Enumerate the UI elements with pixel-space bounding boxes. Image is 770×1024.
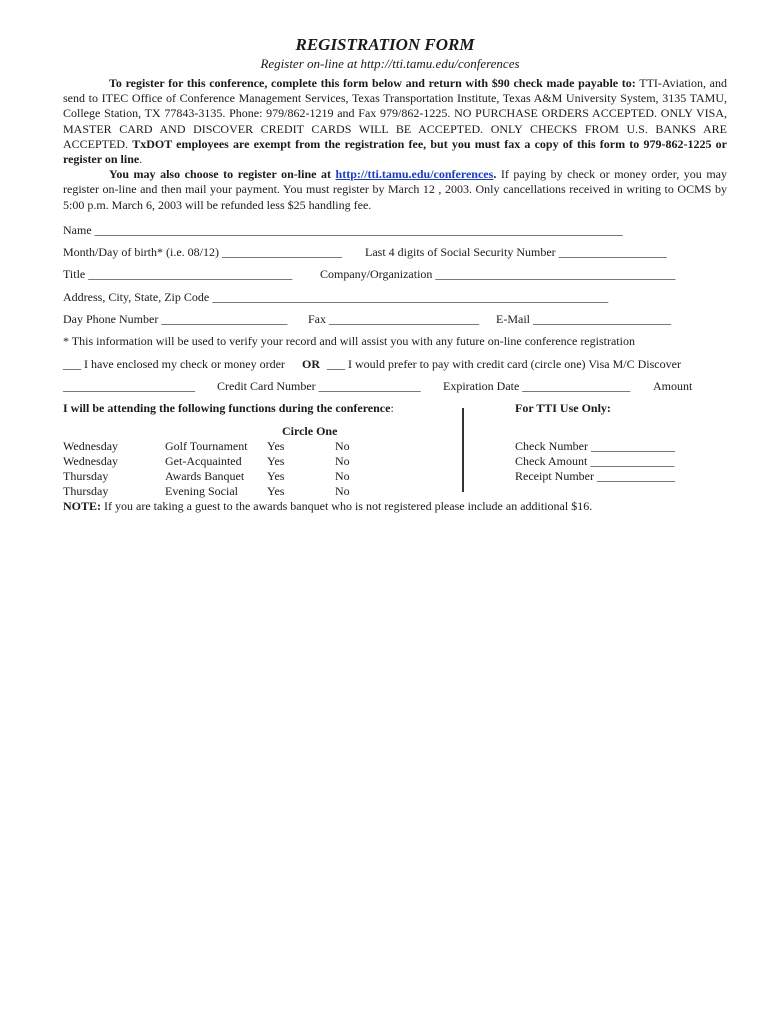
intro-paragraph-1: [63, 76, 727, 167]
receipt-number-field[interactable]: Receipt Number _____________: [515, 469, 675, 483]
form-subtitle: Register on-line at http://tti.tamu.edu/conferences: [260, 56, 520, 71]
note-text: If you are taking a guest to the awards banquet who is not registered please include an additional $16.: [101, 499, 593, 513]
functions-heading-colon: :: [390, 401, 394, 415]
online-register-text: You may also choose to register on-line at: [109, 167, 336, 182]
function-row-day: Wednesday: [63, 454, 119, 468]
intro-instruction: To register for this conference, complete this form below and return with $90 check made payable to:: [109, 76, 636, 90]
section-divider: [462, 408, 464, 492]
functions-heading-text: I will be attending the following functions during the conference: [63, 401, 391, 415]
credit-card-option[interactable]: ___ I would prefer to pay with credit card (circle one) Visa M/C Discover: [327, 357, 681, 371]
privacy-note: * This information will be used to verify your record and will assist you with any future on-line conference registration: [63, 334, 635, 348]
conferences-link[interactable]: http://tti.tamu.edu/conferences: [335, 167, 494, 182]
function-row-yes[interactable]: Yes: [267, 469, 285, 483]
function-row-yes[interactable]: Yes: [267, 439, 285, 453]
function-row-event: Golf Tournament: [165, 439, 248, 453]
card-number-field[interactable]: Credit Card Number _________________: [217, 379, 421, 393]
intro-txdot-note: TxDOT employees are exempt from the registration fee, but you must fax a copy of this form to 979-862-1225 or register on line: [63, 136, 727, 167]
functions-heading: [63, 401, 394, 416]
birth-date-field[interactable]: Month/Day of birth* (i.e. 08/12) ____________________: [63, 245, 342, 259]
company-field[interactable]: Company/Organization ________________________________________: [320, 267, 676, 281]
function-row-no[interactable]: No: [335, 439, 350, 453]
or-label: OR: [302, 357, 320, 371]
check-payment-option[interactable]: ___ I have enclosed my check or money order: [63, 357, 285, 371]
intro-mailing-details: TTI-Aviation, and send to ITEC Office of Conference Management Services, Texas Transportation Institute, Texas A&M University System, 3135 TAMU, College Station, TX 77843-3135. Phone: 979/862-1219 and Fax 979/862-1225. NO PURCHASE ORDERS ACCEPTED. ONLY VISA, MASTER CARD AND DISCOVER CREDIT CARDS WILL BE ACCEPTED. ONLY CHECKS FROM U.S. BANKS ARE ACCEPTED.: [63, 76, 727, 151]
check-number-field[interactable]: Check Number ______________: [515, 439, 675, 453]
fax-field[interactable]: Fax _________________________: [308, 312, 479, 326]
ssn-last4-field[interactable]: Last 4 digits of Social Security Number __________________: [365, 245, 667, 259]
function-row-event: Awards Banquet: [165, 469, 245, 483]
function-row-event: Evening Social: [165, 484, 238, 498]
intro-paragraph-2: [63, 167, 727, 213]
circle-one-label: Circle One: [282, 424, 338, 438]
address-field[interactable]: Address, City, State, Zip Code __________________________________________________________________: [63, 290, 609, 304]
function-row-day: Thursday: [63, 484, 109, 498]
check-amount-field[interactable]: Check Amount ______________: [515, 454, 675, 468]
link-period: .: [493, 167, 497, 182]
day-phone-field[interactable]: Day Phone Number _____________________: [63, 312, 288, 326]
guest-note: [63, 499, 592, 514]
name-field[interactable]: Name ________________________________________________________________________________________: [63, 223, 623, 237]
cardholder-blank[interactable]: ______________________: [63, 379, 195, 393]
expiration-field[interactable]: Expiration Date __________________: [443, 379, 631, 393]
note-label: NOTE:: [63, 499, 102, 513]
intro-block: [63, 76, 727, 213]
function-row-no[interactable]: No: [335, 484, 350, 498]
function-row-no[interactable]: No: [335, 454, 350, 468]
function-row-yes[interactable]: Yes: [267, 484, 285, 498]
amount-label: Amount: [653, 379, 693, 393]
function-row-day: Thursday: [63, 469, 109, 483]
job-title-field[interactable]: Title __________________________________: [63, 267, 293, 281]
form-title: REGISTRATION FORM: [295, 35, 475, 54]
function-row-no[interactable]: No: [335, 469, 350, 483]
payment-deadline-text: If paying by check or money order, you may register on-line and then mail your payment. You must register by March 12 , 2003. Only cancellations received in writing to OCMS by 5:00 p.m. March 6, 2003 will be refunded less $25 handling fee.: [63, 167, 727, 212]
function-row-event: Get-Acquainted: [165, 454, 242, 468]
function-row-yes[interactable]: Yes: [267, 454, 285, 468]
function-row-day: Wednesday: [63, 439, 119, 453]
intro-period: .: [139, 152, 143, 167]
tti-use-heading: For TTI Use Only:: [515, 401, 611, 415]
email-field[interactable]: E-Mail _______________________: [496, 312, 671, 326]
